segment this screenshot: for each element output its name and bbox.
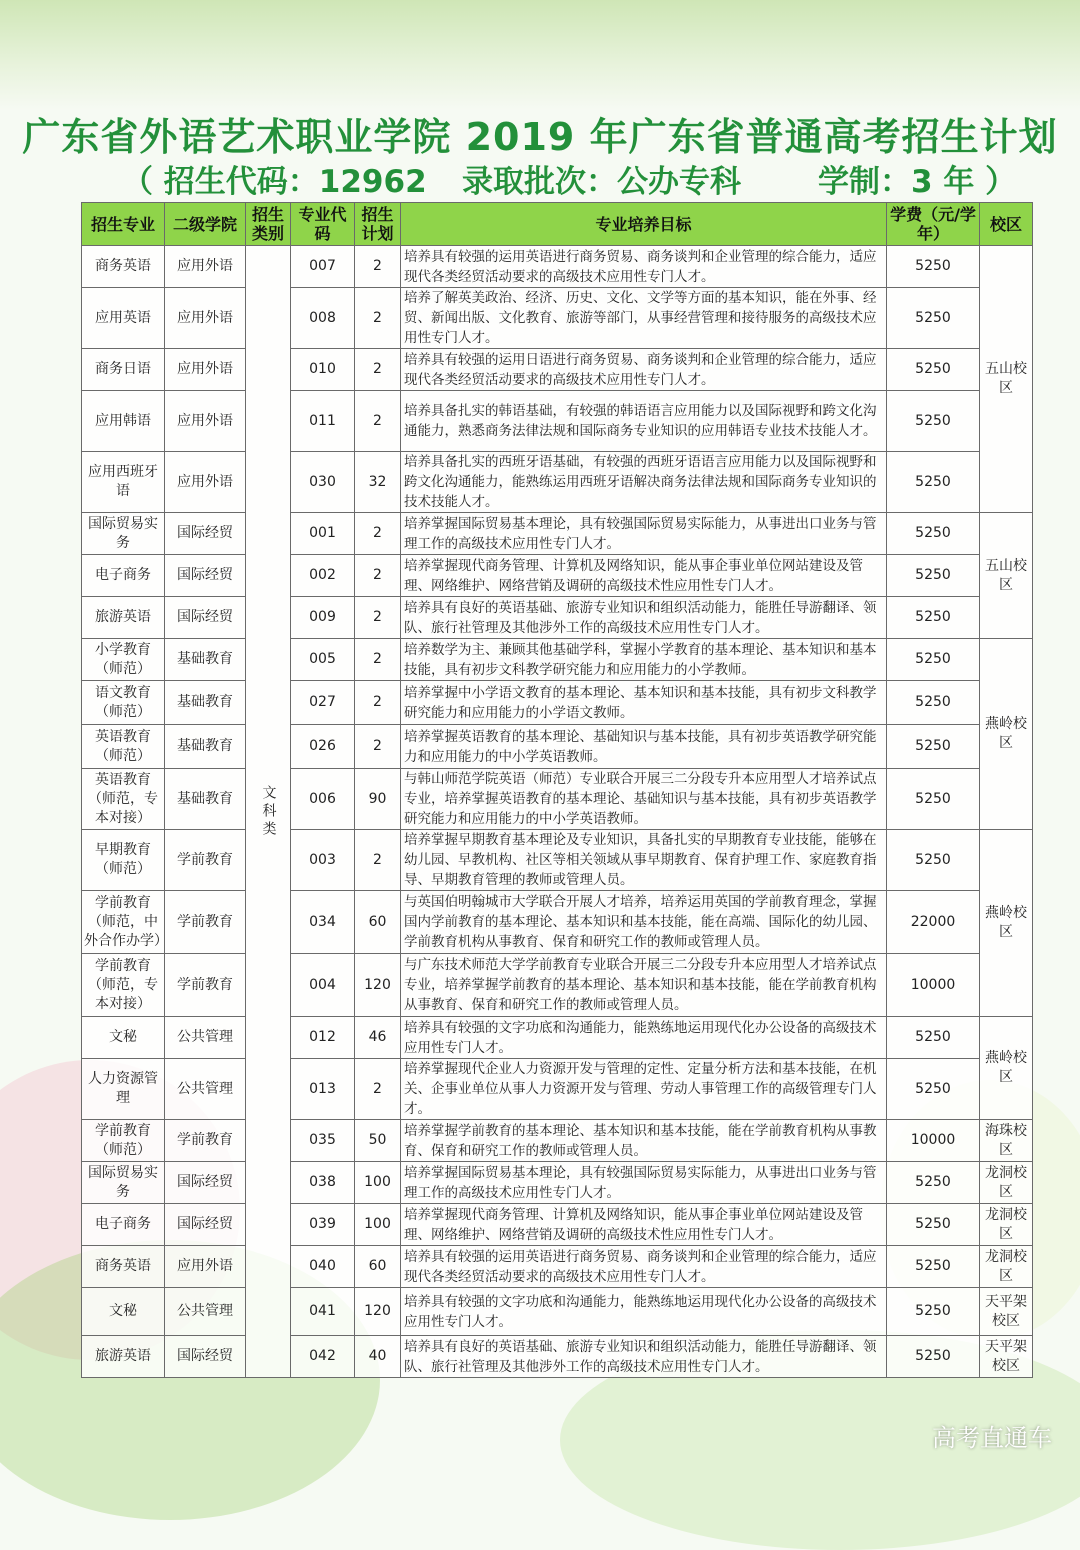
college-cell: 国际经贸 xyxy=(165,597,246,639)
enroll-code: （ 招生代码：12962 xyxy=(122,164,427,200)
college-cell: 应用外语 xyxy=(165,349,246,391)
major-cell: 电子商务 xyxy=(82,555,165,597)
major-cell: 国际贸易实务 xyxy=(82,513,165,555)
major-cell: 学前教育（师范） xyxy=(82,1120,165,1162)
table-row xyxy=(82,769,1033,830)
goal-cell: 与英国伯明翰城市大学联合开展人才培养，培养运用英国的学前教育理念，掌握国内学前教育的基本理论、基本知识和基本技能，能在高端、国际化的幼儿园、学前教育机构从事教育、保育和研究工作的教师或管理人员。 xyxy=(401,891,887,954)
major-cell: 国际贸易实务 xyxy=(82,1162,165,1204)
campus-cell: 龙洞校区 xyxy=(980,1204,1033,1246)
campus-cell: 燕岭校区 xyxy=(980,1017,1033,1120)
watermark: 高考直通车 xyxy=(932,1424,1052,1452)
table-header-row xyxy=(82,203,1033,246)
table-row xyxy=(82,1120,1033,1162)
fee-cell: 5250 xyxy=(887,1017,980,1059)
major-cell: 小学教育（师范） xyxy=(82,639,165,681)
college-cell: 学前教育 xyxy=(165,830,246,891)
table-row xyxy=(82,830,1033,891)
fee-cell: 5250 xyxy=(887,1204,980,1246)
goal-cell: 培养具有良好的英语基础、旅游专业知识和组织活动能力，能胜任导游翻译、领队、旅行社管理及其他涉外工作的高级技术应用性专门人才。 xyxy=(401,1336,887,1378)
fee-cell: 5250 xyxy=(887,452,980,513)
fee-cell: 10000 xyxy=(887,1120,980,1162)
table-row xyxy=(82,681,1033,725)
plan-cell: 120 xyxy=(355,954,401,1017)
col-header-major: 招生专业 xyxy=(82,203,165,246)
major-cell: 人力资源管理 xyxy=(82,1059,165,1120)
college-cell: 基础教育 xyxy=(165,639,246,681)
table-row xyxy=(82,1246,1033,1288)
col-header-fee: 学费（元/学年） xyxy=(887,203,980,246)
major-cell: 文秘 xyxy=(82,1288,165,1336)
table-row xyxy=(82,246,1033,288)
major-cell: 应用英语 xyxy=(82,288,165,349)
code-cell: 027 xyxy=(291,681,355,725)
college-cell: 国际经贸 xyxy=(165,555,246,597)
table-row xyxy=(82,1017,1033,1059)
goal-cell: 培养具有较强的运用日语进行商务贸易、商务谈判和企业管理的综合能力，适应现代各类经贸活动要求的高级技术应用性专门人才。 xyxy=(401,349,887,391)
goal-cell: 培养具有较强的运用英语进行商务贸易、商务谈判和企业管理的综合能力，适应现代各类经贸活动要求的高级技术应用性专门人才。 xyxy=(401,246,887,288)
goal-cell: 培养具备扎实的西班牙语基础，有较强的西班牙语语言应用能力以及国际视野和跨文化沟通能力，能熟练运用西班牙语解决商务法律法规和国际商务专业知识的技术技能人才。 xyxy=(401,452,887,513)
fee-cell: 5250 xyxy=(887,639,980,681)
college-cell: 学前教育 xyxy=(165,954,246,1017)
code-cell: 007 xyxy=(291,246,355,288)
college-cell: 应用外语 xyxy=(165,452,246,513)
plan-cell: 46 xyxy=(355,1017,401,1059)
code-cell: 042 xyxy=(291,1336,355,1378)
college-cell: 国际经贸 xyxy=(165,1336,246,1378)
fee-cell: 5250 xyxy=(887,830,980,891)
campus-cell: 天平架校区 xyxy=(980,1336,1033,1378)
fee-cell: 5250 xyxy=(887,1246,980,1288)
goal-cell: 培养掌握现代商务管理、计算机及网络知识，能从事企事业单位网站建设及管理、网络维护、网络营销及调研的高级技术性应用性专门人才。 xyxy=(401,1204,887,1246)
campus-cell: 龙洞校区 xyxy=(980,1246,1033,1288)
plan-cell: 2 xyxy=(355,830,401,891)
goal-cell: 培养掌握现代企业人力资源开发与管理的定性、定量分析方法和基本技能，在机关、企事业单位从事人力资源开发与管理、劳动人事管理工作的高级管理专门人才。 xyxy=(401,1059,887,1120)
goal-cell: 培养掌握现代商务管理、计算机及网络知识，能从事企事业单位网站建设及管理、网络维护、网络营销及调研的高级技术性应用性专门人才。 xyxy=(401,555,887,597)
college-cell: 应用外语 xyxy=(165,1246,246,1288)
table-row xyxy=(82,597,1033,639)
plan-cell: 2 xyxy=(355,349,401,391)
major-cell: 商务英语 xyxy=(82,1246,165,1288)
college-cell: 公共管理 xyxy=(165,1017,246,1059)
major-cell: 英语教育（师范） xyxy=(82,725,165,769)
college-cell: 公共管理 xyxy=(165,1059,246,1120)
code-cell: 035 xyxy=(291,1120,355,1162)
campus-cell: 海珠校区 xyxy=(980,1120,1033,1162)
table-row xyxy=(82,1288,1033,1336)
plan-cell: 32 xyxy=(355,452,401,513)
col-header-code: 专业代码 xyxy=(291,203,355,246)
code-cell: 012 xyxy=(291,1017,355,1059)
table-row xyxy=(82,555,1033,597)
code-cell: 030 xyxy=(291,452,355,513)
college-cell: 应用外语 xyxy=(165,391,246,452)
col-header-goal: 专业培养目标 xyxy=(401,203,887,246)
goal-cell: 与广东技术师范大学学前教育专业联合开展三二分段专升本应用型人才培养试点专业，培养掌握学前教育的基本理论、基本知识和基本技能，能在学前教育机构从事教育、保育和研究工作的教师或管理人员。 xyxy=(401,954,887,1017)
plan-cell: 100 xyxy=(355,1162,401,1204)
code-cell: 040 xyxy=(291,1246,355,1288)
goal-cell: 培养具有较强的文字功底和沟通能力，能熟练地运用现代化办公设备的高级技术应用性专门人才。 xyxy=(401,1017,887,1059)
plan-cell: 2 xyxy=(355,288,401,349)
major-cell: 商务英语 xyxy=(82,246,165,288)
goal-cell: 培养数学为主、兼顾其他基础学科，掌握小学教育的基本理论、基本知识和基本技能，具有初步文科教学研究能力和应用能力的小学教师。 xyxy=(401,639,887,681)
plan-cell: 2 xyxy=(355,513,401,555)
goal-cell: 培养了解英美政治、经济、历史、文化、文学等方面的基本知识，能在外事、经贸、新闻出版、文化教育、旅游等部门，从事经营管理和接待服务的高级技术应用性专门人才。 xyxy=(401,288,887,349)
campus-cell: 天平架校区 xyxy=(980,1288,1033,1336)
college-cell: 学前教育 xyxy=(165,1120,246,1162)
plan-cell: 2 xyxy=(355,246,401,288)
code-cell: 041 xyxy=(291,1288,355,1336)
page-title: 广东省外语艺术职业学院 2019 年广东省普通高考招生计划 xyxy=(22,115,1058,159)
code-cell: 008 xyxy=(291,288,355,349)
table-row xyxy=(82,1204,1033,1246)
plan-cell: 40 xyxy=(355,1336,401,1378)
major-cell: 旅游英语 xyxy=(82,1336,165,1378)
table-row xyxy=(82,725,1033,769)
fee-cell: 5250 xyxy=(887,246,980,288)
plan-cell: 2 xyxy=(355,1059,401,1120)
plan-cell: 60 xyxy=(355,1246,401,1288)
goal-cell: 培养具有良好的英语基础、旅游专业知识和组织活动能力，能胜任导游翻译、领队、旅行社管理及其他涉外工作的高级技术应用性专门人才。 xyxy=(401,597,887,639)
col-header-category: 招生类别 xyxy=(246,203,291,246)
campus-cell: 龙洞校区 xyxy=(980,1162,1033,1204)
fee-cell: 5250 xyxy=(887,391,980,452)
goal-cell: 培养掌握学前教育的基本理论、基本知识和基本技能，能在学前教育机构从事教育、保育和研究工作的教师或管理人员。 xyxy=(401,1120,887,1162)
major-cell: 英语教育（师范，专本对接） xyxy=(82,769,165,830)
major-cell: 语文教育（师范） xyxy=(82,681,165,725)
code-cell: 026 xyxy=(291,725,355,769)
major-cell: 电子商务 xyxy=(82,1204,165,1246)
fee-cell: 5250 xyxy=(887,1288,980,1336)
code-cell: 013 xyxy=(291,1059,355,1120)
goal-cell: 培养具有较强的文字功底和沟通能力，能熟练地运用现代化办公设备的高级技术应用性专门人才。 xyxy=(401,1288,887,1336)
major-cell: 学前教育（师范，中外合作办学） xyxy=(82,891,165,954)
header-background xyxy=(0,0,1080,110)
fee-cell: 22000 xyxy=(887,891,980,954)
plan-cell: 2 xyxy=(355,391,401,452)
plan-cell: 90 xyxy=(355,769,401,830)
table-row xyxy=(82,452,1033,513)
table-row xyxy=(82,391,1033,452)
goal-cell: 培养掌握国际贸易基本理论，具有较强国际贸易实际能力，从事进出口业务与管理工作的高级技术应用性专门人才。 xyxy=(401,513,887,555)
college-cell: 国际经贸 xyxy=(165,1204,246,1246)
table-row xyxy=(82,1059,1033,1120)
fee-cell: 5250 xyxy=(887,681,980,725)
campus-cell: 燕岭校区 xyxy=(980,639,1033,830)
college-cell: 基础教育 xyxy=(165,681,246,725)
table-row xyxy=(82,349,1033,391)
code-cell: 005 xyxy=(291,639,355,681)
fee-cell: 5250 xyxy=(887,725,980,769)
goal-cell: 培养掌握早期教育基本理论及专业知识，具备扎实的早期教育专业技能，能够在幼儿园、早教机构、社区等相关领域从事早期教育、保育护理工作、家庭教育指导、早期教育管理的教师或管理人员。 xyxy=(401,830,887,891)
code-cell: 038 xyxy=(291,1162,355,1204)
table-row xyxy=(82,513,1033,555)
major-cell: 应用韩语 xyxy=(82,391,165,452)
fee-cell: 5250 xyxy=(887,1336,980,1378)
code-cell: 001 xyxy=(291,513,355,555)
plan-cell: 50 xyxy=(355,1120,401,1162)
college-cell: 基础教育 xyxy=(165,725,246,769)
fee-cell: 5250 xyxy=(887,597,980,639)
campus-cell: 燕岭校区 xyxy=(980,830,1033,1017)
code-cell: 010 xyxy=(291,349,355,391)
major-cell: 早期教育（师范） xyxy=(82,830,165,891)
college-cell: 学前教育 xyxy=(165,891,246,954)
college-cell: 应用外语 xyxy=(165,288,246,349)
page-subtitle xyxy=(0,152,1080,198)
table-row xyxy=(82,1162,1033,1204)
major-cell: 学前教育（师范，专本对接） xyxy=(82,954,165,1017)
code-cell: 011 xyxy=(291,391,355,452)
table-row xyxy=(82,639,1033,681)
college-cell: 公共管理 xyxy=(165,1288,246,1336)
code-cell: 004 xyxy=(291,954,355,1017)
plan-cell: 100 xyxy=(355,1204,401,1246)
enrollment-plan-table xyxy=(81,202,1033,1378)
college-cell: 国际经贸 xyxy=(165,1162,246,1204)
fee-cell: 5250 xyxy=(887,769,980,830)
goal-cell: 与韩山师范学院英语（师范）专业联合开展三二分段专升本应用型人才培养试点专业，培养掌握英语教育的基本理论、基础知识与基本技能，具有初步英语教学研究能力和应用能力的中小学英语教师。 xyxy=(401,769,887,830)
goal-cell: 培养掌握英语教育的基本理论、基础知识与基本技能，具有初步英语教学研究能力和应用能力的中小学英语教师。 xyxy=(401,725,887,769)
college-cell: 应用外语 xyxy=(165,246,246,288)
code-cell: 034 xyxy=(291,891,355,954)
major-cell: 商务日语 xyxy=(82,349,165,391)
fee-cell: 10000 xyxy=(887,954,980,1017)
plan-cell: 2 xyxy=(355,597,401,639)
fee-cell: 5250 xyxy=(887,555,980,597)
code-cell: 002 xyxy=(291,555,355,597)
goal-cell: 培养掌握中小学语文教育的基本理论、基本知识和基本技能，具有初步文科教学研究能力和应用能力的小学语文教师。 xyxy=(401,681,887,725)
goal-cell: 培养掌握国际贸易基本理论，具有较强国际贸易实际能力，从事进出口业务与管理工作的高级技术应用性专门人才。 xyxy=(401,1162,887,1204)
plan-cell: 2 xyxy=(355,681,401,725)
major-cell: 旅游英语 xyxy=(82,597,165,639)
campus-cell: 五山校区 xyxy=(980,246,1033,513)
goal-cell: 培养具备扎实的韩语基础，有较强的韩语语言应用能力以及国际视野和跨文化沟通能力，熟悉商务法律法规和国际商务专业知识的应用韩语专业技术技能人才。 xyxy=(401,391,887,452)
plan-cell: 2 xyxy=(355,639,401,681)
college-cell: 国际经贸 xyxy=(165,513,246,555)
code-cell: 009 xyxy=(291,597,355,639)
plan-cell: 2 xyxy=(355,725,401,769)
plan-cell: 2 xyxy=(355,555,401,597)
fee-cell: 5250 xyxy=(887,349,980,391)
major-cell: 文秘 xyxy=(82,1017,165,1059)
plan-cell: 120 xyxy=(355,1288,401,1336)
code-cell: 003 xyxy=(291,830,355,891)
plan-cell: 60 xyxy=(355,891,401,954)
major-cell: 应用西班牙语 xyxy=(82,452,165,513)
table-row xyxy=(82,288,1033,349)
category-cell: 文科类 xyxy=(246,246,291,1378)
code-cell: 039 xyxy=(291,1204,355,1246)
table-row xyxy=(82,954,1033,1017)
table-row xyxy=(82,1336,1033,1378)
fee-cell: 5250 xyxy=(887,1162,980,1204)
fee-cell: 5250 xyxy=(887,288,980,349)
study-years: 学制：3 年 ） xyxy=(818,164,1017,200)
goal-cell: 培养具有较强的运用英语进行商务贸易、商务谈判和企业管理的综合能力，适应现代各类经贸活动要求的高级技术应用性专门人才。 xyxy=(401,1246,887,1288)
fee-cell: 5250 xyxy=(887,1059,980,1120)
code-cell: 006 xyxy=(291,769,355,830)
fee-cell: 5250 xyxy=(887,513,980,555)
col-header-campus: 校区 xyxy=(980,203,1033,246)
col-header-college: 二级学院 xyxy=(165,203,246,246)
col-header-plan: 招生计划 xyxy=(355,203,401,246)
campus-cell: 五山校区 xyxy=(980,513,1033,639)
admission-batch: 录取批次：公办专科 xyxy=(462,164,741,200)
college-cell: 基础教育 xyxy=(165,769,246,830)
table-row xyxy=(82,891,1033,954)
